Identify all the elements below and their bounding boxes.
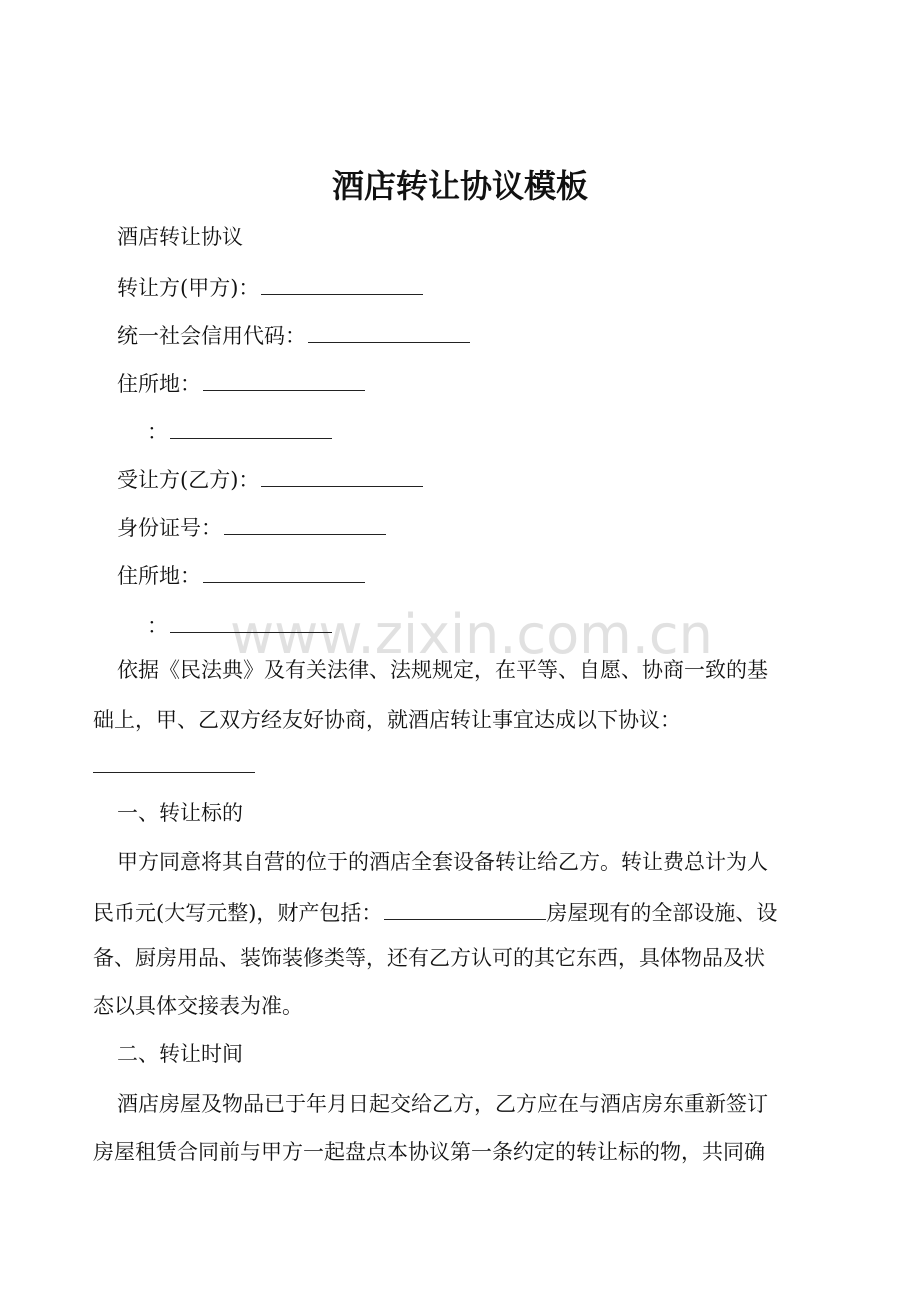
section1-heading: 一、转让标的 <box>117 801 243 825</box>
blank-field <box>203 366 365 391</box>
blank-field <box>308 318 470 343</box>
section1-line-2 <box>93 895 777 928</box>
section1-line-3: 备、厨房用品、装饰装修类等，还有乙方认可的其它东西，具体物品及状 <box>93 946 765 970</box>
section1-line-2-start: 民币元(大写元整)，财产包括： <box>93 901 383 925</box>
section1-line-2-end: 房屋现有的全部设施、设 <box>546 901 778 925</box>
blank-field <box>170 414 332 439</box>
field-label: ： <box>147 420 168 444</box>
page-title: 酒店转让协议模板 <box>331 167 588 205</box>
preamble-line-2: 础上，甲、乙双方经友好协商，就酒店转让事宜达成以下协议： <box>93 708 681 732</box>
watermark: www.zixin.com.cn <box>230 603 713 666</box>
subtitle: 酒店转让协议 <box>117 225 243 249</box>
blank-field <box>384 895 546 920</box>
field-label: 住所地： <box>117 564 201 588</box>
section1-line-4: 态以具体交接表为准。 <box>93 994 303 1018</box>
blank-field <box>261 462 423 487</box>
section2-heading: 二、转让时间 <box>117 1042 243 1066</box>
field-label: 统一社会信用代码： <box>117 324 306 348</box>
section2-line-2: 房屋租赁合同前与甲方一起盘点本协议第一条约定的转让标的物，共同确 <box>93 1140 765 1164</box>
blank-field <box>203 558 365 583</box>
field-id-number <box>117 510 386 543</box>
field-label: 住所地： <box>117 372 201 396</box>
field-address-b <box>117 558 365 591</box>
field-transferee <box>117 462 423 495</box>
blank-field <box>261 270 423 295</box>
section1-line-1: 甲方同意将其自营的位于的酒店全套设备转让给乙方。转让费总计为人 <box>117 850 768 874</box>
field-label: 身份证号： <box>117 516 222 540</box>
blank-field <box>170 608 332 633</box>
field-label: 受让方(乙方)： <box>117 468 260 492</box>
blank-field <box>224 510 386 535</box>
preamble-line-1: 依据《民法典》及有关法律、法规规定，在平等、自愿、协商一致的基 <box>117 658 768 682</box>
field-label: ： <box>147 614 168 638</box>
blank-divider <box>93 772 255 773</box>
field-transferor <box>117 270 423 303</box>
field-credit-code <box>117 318 470 351</box>
section2-line-1: 酒店房屋及物品已于年月日起交给乙方，乙方应在与酒店房东重新签订 <box>117 1092 768 1116</box>
field-label: 转让方(甲方)： <box>117 276 260 300</box>
field-blank-b <box>147 608 332 641</box>
field-address-a <box>117 366 365 399</box>
field-blank-a <box>147 414 332 447</box>
